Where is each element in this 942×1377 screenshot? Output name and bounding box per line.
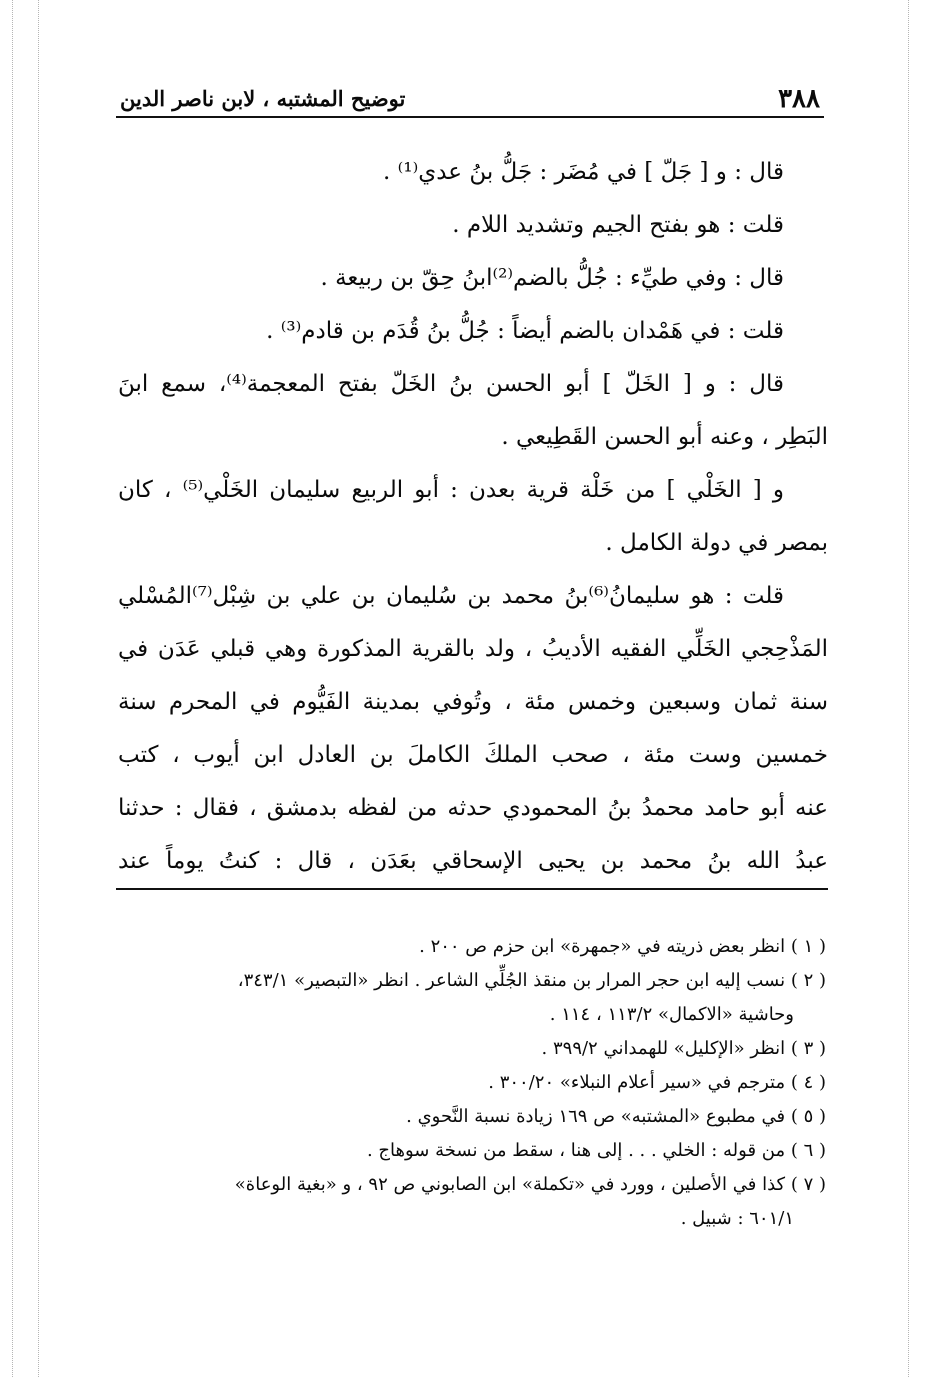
text-line: قال : و [ الخَلّ ] أبو الحسن بنُ الخَلّ بفتح المعجمة⁽⁴⁾، سمع ابنَ	[118, 371, 784, 397]
text-line: عنه أبو حامد محمدُ بنُ المحمودي حدثه من لفظه بدمشق ، فقال : حدثنا	[118, 795, 828, 821]
main-text	[118, 146, 828, 888]
text-line: و [ الخَلْي ] من خَلْة قرية بعدن : أبو الربيع سليمان الخَلْي⁽⁵⁾ ، كان	[118, 477, 785, 503]
footnote: ( ٤ ) مترجم في «سير أعلام النبلاء» ٣٠٠/٢٠ .	[488, 1072, 826, 1093]
text-line: قال : و [ جَلّ ] في مُضَر : جَلُّ بنُ عدي⁽¹⁾ .	[383, 159, 784, 185]
text-line: قلت : في هَمْدان بالضم أيضاً : جُلُّ بنُ قُدَم بن قادم⁽³⁾ .	[266, 318, 784, 344]
footnote: ( ٧ ) كذا في الأصلين ، وورد في «تكملة» ابن الصابوني ص ٩٢ ، و «بغية الوعاة»	[234, 1174, 826, 1195]
text-line: قلت : هو سليمانُ⁽⁶⁾بنُ محمد بن سُليمان بن علي بن شِبْل⁽⁷⁾المُسْلي	[118, 583, 785, 609]
footnote: ( ٦ ) من قوله : الخلي . . . إلى هنا ، سقط من نسخة سوهاج .	[366, 1140, 826, 1161]
footnote: وحاشية «الاكمال» ١١٣/٢ ، ١١٤ .	[549, 1004, 794, 1025]
text-line: المَذْحِجي الخَلِّي الفقيه الأديبُ ، ولد بالقرية المذكورة وهي قبلي عَدَن في	[118, 636, 828, 662]
running-title: توضيح المشتبه ، لابن ناصر الدين	[120, 86, 406, 111]
footnote: ( ٣ ) انظر «الإكليل» للهمداني ٣٩٩/٢ .	[541, 1038, 826, 1059]
text-line: قال : وفي طيِّء : جُلُّ بالضم⁽²⁾ابنُ حِقّ بن ربيعة .	[320, 265, 784, 291]
text-line: البَطِر ، وعنه أبو الحسن القَطِيعي .	[501, 424, 828, 450]
left-margin-guide	[12, 0, 13, 1377]
page-header	[116, 78, 824, 118]
right-margin-guide	[908, 0, 909, 1377]
text-line: بمصر في دولة الكامل .	[605, 530, 828, 556]
text-line: قلت : هو بفتح الجيم وتشديد اللام .	[452, 212, 784, 238]
footnote: ( ٥ ) في مطبوع «المشتبه» ص ١٦٩ زيادة نسبة النَّحوي .	[406, 1106, 826, 1127]
text-line: عبدُ الله بنُ محمد بن يحيى الإسحاقي بعَدَن ، قال : كنتُ يوماً عند	[118, 848, 828, 874]
footnotes	[116, 930, 826, 1236]
text-line: خمسين وست مئة ، صحب الملكَ الكاملَ بن العادل ابن أيوب ، كتب	[118, 742, 828, 768]
left-margin-guide	[38, 0, 39, 1377]
footnote: ٦٠١/١ : شبيل .	[680, 1208, 794, 1229]
text-line: سنة ثمان وسبعين وخمس مئة ، وتُوفي بمدينة الفَيُّوم في المحرم سنة	[118, 689, 828, 715]
footnote: ( ٢ ) نسب إليه ابن حجر المرار بن منقذ الجُلِّي الشاعر . انظر «التبصير» ٣٤٣/١،	[237, 970, 826, 991]
page-number: ٣٨٨	[778, 84, 820, 114]
footnote-separator	[116, 888, 828, 890]
footnote: ( ١ ) انظر بعض ذريته في «جمهرة» ابن حزم ص ٢٠٠ .	[419, 936, 826, 957]
header-rule	[116, 116, 824, 118]
